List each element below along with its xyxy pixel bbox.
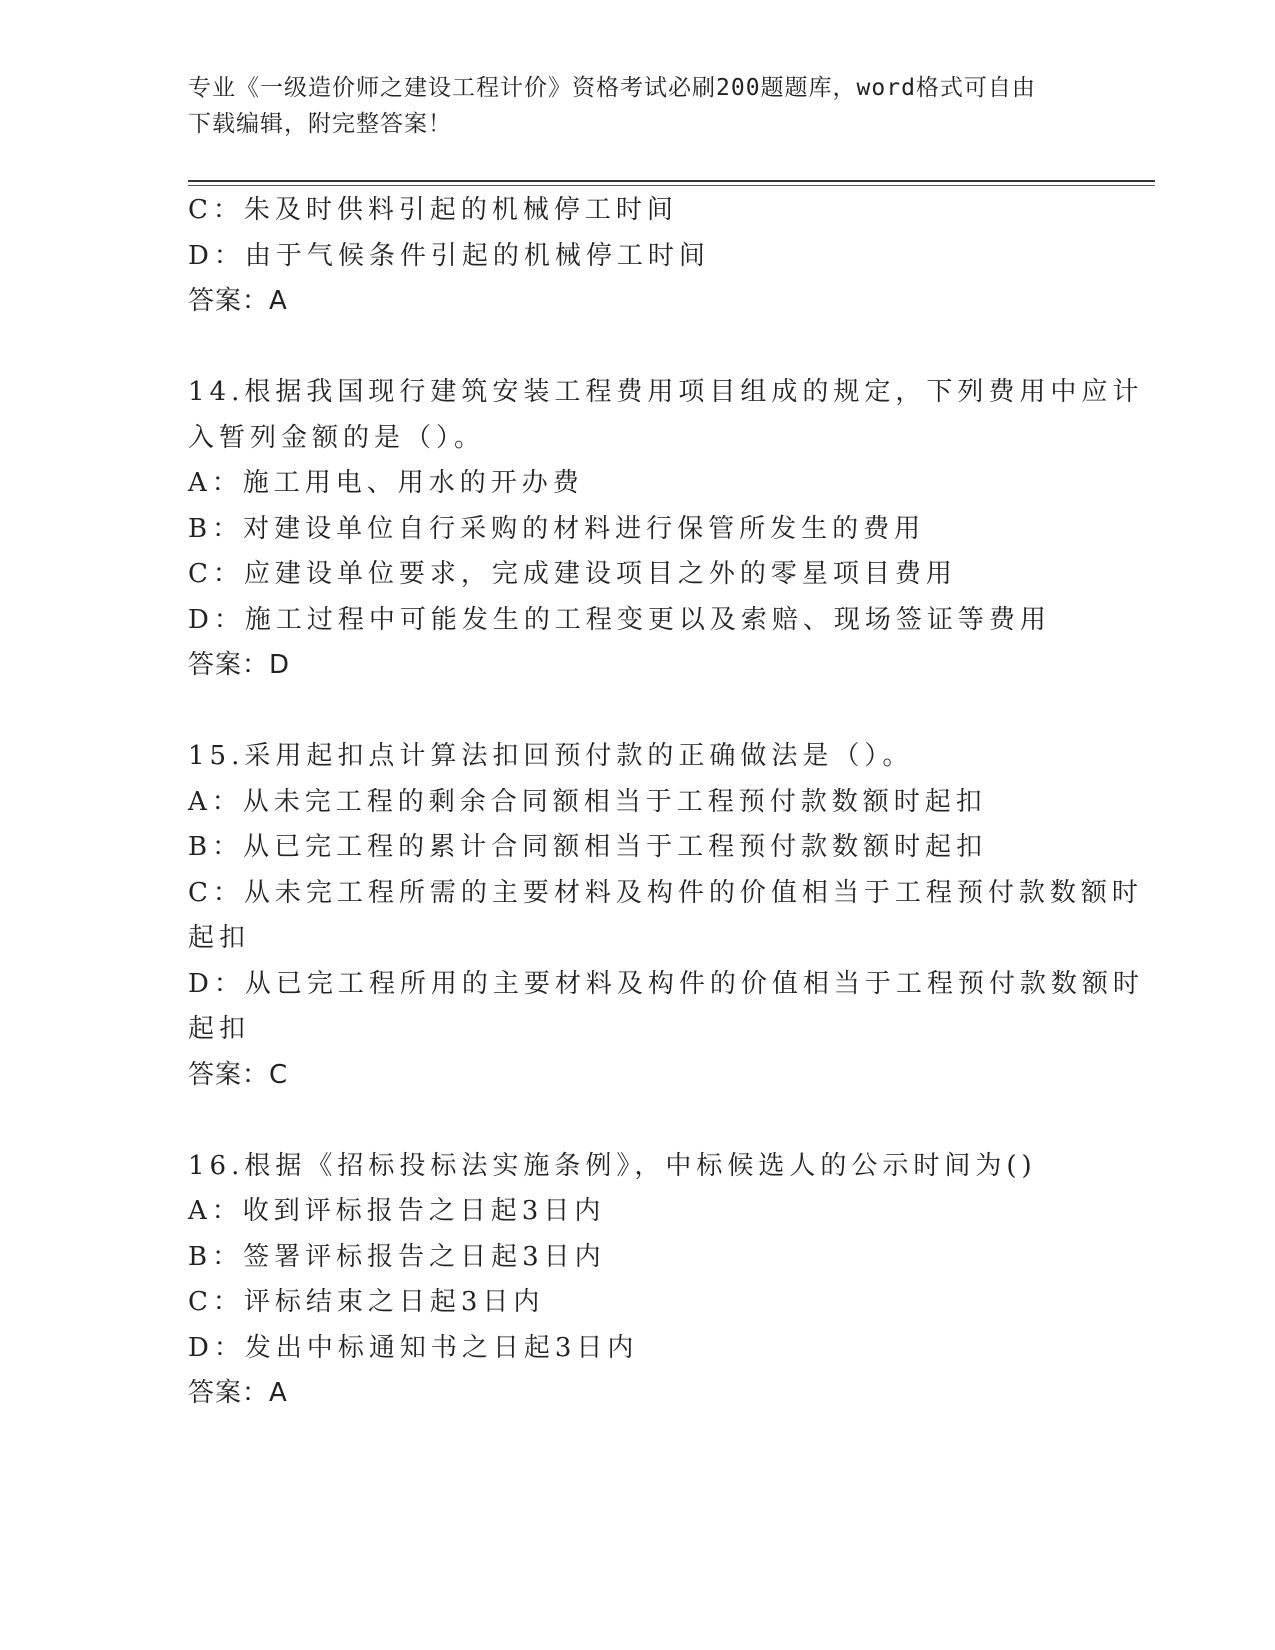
document-header xyxy=(188,70,1088,142)
question-16 xyxy=(188,1144,1088,1417)
option-a: A：收到评标报告之日起3日内 xyxy=(188,1196,606,1226)
option-d: D：施工过程中可能发生的工程变更以及索赔、现场签证等费用 xyxy=(188,604,1051,635)
question-13-tail xyxy=(188,188,1088,325)
option-a: A：施工用电、用水的开办费 xyxy=(188,468,584,498)
question-list xyxy=(188,188,1144,1417)
option-c: C：从未完工程所需的主要材料及构件的价值相当于工程预付款数额时 xyxy=(188,877,1143,908)
question-stem: 16.根据《招标投标法实施条例》，中标候选人的公示时间为() xyxy=(188,1150,1037,1181)
option-c: C：应建设单位要求，完成建设项目之外的零星项目费用 xyxy=(188,559,957,589)
question-stem: 入暂列金额的是（）。 xyxy=(188,422,486,453)
option-b: B：从已完工程的累计合同额相当于工程预付款数额时起扣 xyxy=(188,832,988,862)
question-14 xyxy=(188,370,1144,689)
header-divider-thick xyxy=(188,180,1155,182)
header-line: 下载编辑，附完整答案！ xyxy=(188,111,452,137)
option-d: D：由于气候条件引起的机械停工时间 xyxy=(188,240,710,271)
option-d-continued: 起扣 xyxy=(188,1014,251,1044)
option-c: C：评标结束之日起3日内 xyxy=(188,1287,545,1317)
option-d: D：从已完工程所用的主要材料及构件的价值相当于工程预付款数额时 xyxy=(188,968,1144,999)
option-c: C：朱及时供料引起的机械停工时间 xyxy=(188,195,678,225)
answer: 答案：D xyxy=(188,650,291,680)
answer: 答案：A xyxy=(188,1378,288,1408)
option-b: B：签署评标报告之日起3日内 xyxy=(188,1241,606,1272)
option-a: A：从未完工程的剩余合同额相当于工程预付款数额时起扣 xyxy=(188,786,987,817)
answer: 答案：C xyxy=(188,1059,289,1090)
option-b: B：对建设单位自行采购的材料进行保管所发生的费用 xyxy=(188,513,926,544)
option-d: D：发出中标通知书之日起3日内 xyxy=(188,1332,639,1363)
header-line: 专业《一级造价师之建设工程计价》资格考试必刷200题题库，word格式可自由 xyxy=(188,75,1036,101)
question-stem: 15.采用起扣点计算法扣回预付款的正确做法是（）。 xyxy=(188,741,914,771)
header-divider-thin xyxy=(188,185,1155,186)
answer: 答案：A xyxy=(188,286,288,316)
option-c-continued: 起扣 xyxy=(188,923,251,953)
question-15 xyxy=(188,734,1144,1098)
question-stem: 14.根据我国现行建筑安装工程费用项目组成的规定，下列费用中应计 xyxy=(188,377,1144,407)
